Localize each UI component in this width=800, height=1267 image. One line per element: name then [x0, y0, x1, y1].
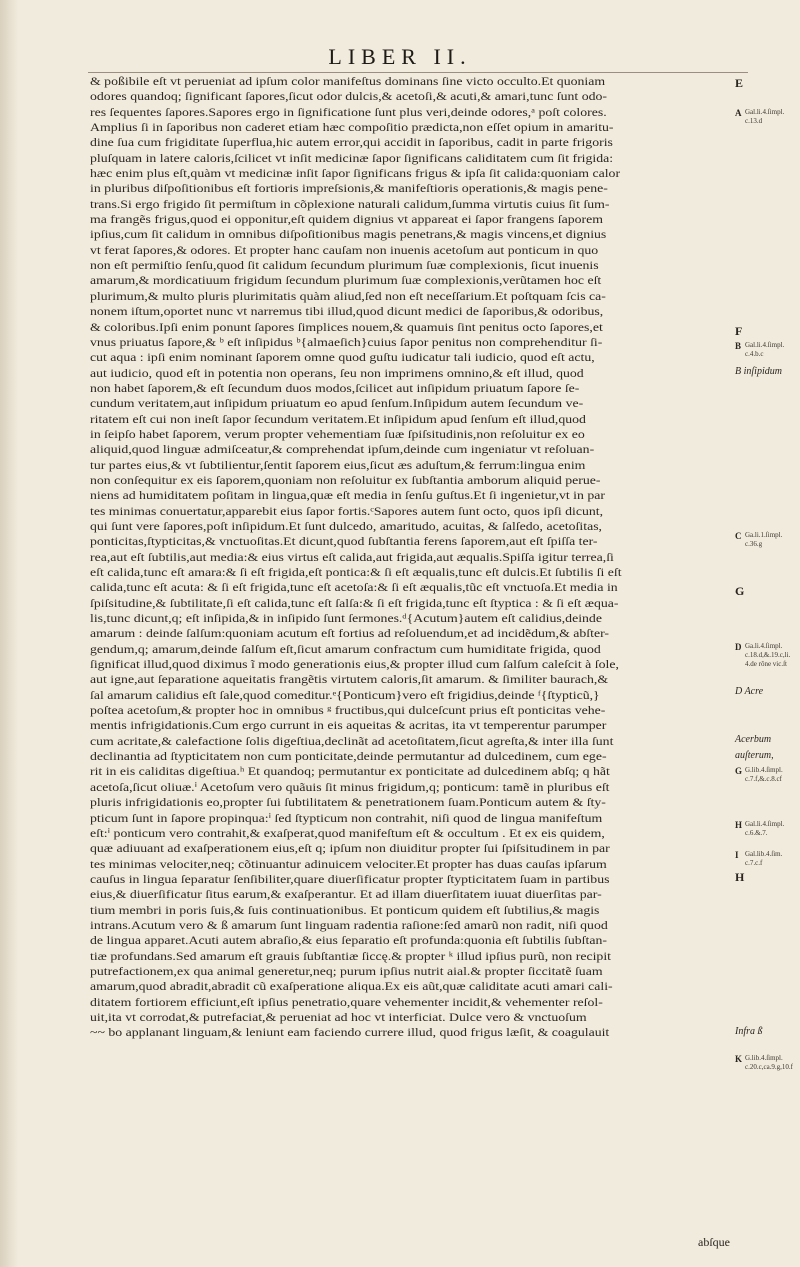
text-line: declinantia ad ſtypticitatem non cum ponticitate,deinde permutantur ad dulcedinem, cum ege- — [90, 749, 607, 764]
margin-note: Gal.li.4.ſimpl. c.4.b.c — [745, 341, 785, 358]
catchword: abſque — [698, 1235, 730, 1249]
text-line: aut igne,aut ſeparatione aqueitatis frangẽtis virtutem caloris,ſit amarum. & ſimiliter baurach,& — [90, 672, 609, 687]
text-line: non habet ſaporem,& eſt ſecundum duos modos,ſcilicet aut inſipidum priuatum ſapore ſe- — [90, 380, 580, 395]
text-line: amarum,& mordicatiuum frigidum ſecundum plurimum ſuæ complexionis,verũtamen hoc eſt — [90, 273, 602, 288]
text-line: calida,tunc eſt acuta: & ſi eſt frigida,tunc eſt acetoſa:& ſi eſt æqualis,tũc eſt vnctuoſa.Et media in — [90, 580, 618, 595]
margin-note-label: G — [735, 766, 743, 776]
margin-gloss: Acerbum — [735, 734, 772, 745]
text-line: in ſeipſo habet ſaporem, verum propter vehementiam ſuæ ſpiſsitudinis,non reſoluitur ex eo — [90, 426, 585, 441]
text-line: rit in eis caliditas digeſtiua.ʰ Et quandoq; permutantur ex ponticitate ad dulcedinem abſq; q hãt — [90, 764, 610, 779]
text-line: trans.Si ergo frigido ſit permiſtum in cõplexione naturali calidum,ſumma virtutis cuius ſit ſum- — [90, 196, 610, 211]
text-line: nonem iſtum,oportet nunc vt narremus tibi illud,quod dicunt medici de ſaporibus,& odoribus, — [90, 304, 604, 319]
margin-note: Gal.li.4.ſimpl. c.13.d — [745, 108, 785, 125]
text-line: tur partes eius,& vt ſubtilientur,ſentit ſaporem eius,ſicut æs aduſtum,& ferrum:lingua enim — [90, 457, 586, 472]
margin-note-label: C — [735, 531, 742, 541]
text-line: ritatem eſt cui non ineſt ſapor ſecundum veritatem.Et inſipidum apud ſenſum eſt illud,quod — [90, 411, 586, 426]
text-line: gendum,q; amarum,deinde ſalſum eſt,ſicut amarum confractum cum humiditate frigida, quod — [90, 641, 601, 656]
main-text-block — [90, 74, 732, 1041]
margin-gloss: Infra ß — [735, 1026, 763, 1037]
margin-gloss: B inſipidum — [735, 366, 782, 377]
text-line: eſt calida,tunc eſt amara:& ſi eſt frigida,eſt pontica:& ſi eſt æqualis,tunc eſt dulcis.Et ſubtilis ſi eſt — [90, 565, 622, 579]
margin-gloss: auſterum, — [735, 750, 774, 761]
text-line: amarum : deinde ſalſum:quoniam acutum eſt fortius ad reſoluendum,et ad incidẽdum,& abſter- — [90, 626, 609, 641]
margin-gloss: D Acre — [735, 686, 764, 697]
text-line: ipſius,cum ſit calidum in omnibus diſpoſitionibus magis penetrans,& magis vincens,et dignius — [90, 227, 607, 242]
text-line: eius,& diuerſificatur ſitus earum,& exaſperantur. Et ad illam diuerſitatem iuuat diuerſitas par- — [90, 887, 602, 902]
text-line: pluris infrigidationis eo,propter ſui ſubtilitatem & penetrationem ſuam.Ponticum autem & ſty- — [90, 795, 606, 810]
header-rule — [88, 72, 748, 73]
margin-note-label: B — [735, 341, 742, 351]
text-line: acetoſa,ſicut oliuæ.ⁱ Acetoſum vero quãuis ſit minus frigidum,q; ponticum: tamẽ in pluribus eſt — [90, 779, 610, 794]
margin-note: G.lib.4.ſimpl. c.7.f,&.c.8.cf — [745, 766, 783, 783]
text-line: ponticitas,ſtypticitas,& vnctuoſitas.Et dicunt,quod ſubſtantia ferens ſaporem,aut eſt ſpiſſa ter- — [90, 534, 598, 549]
margin-note-label: K — [735, 1054, 743, 1064]
text-line: aliquid,quod linguæ admiſceatur,& comprehendat ipſum,deinde cum ingeniatur vt reſoluan- — [90, 442, 595, 457]
text-line: & coloribus.Ipſi enim ponunt ſapores ſimplices nouem,& quamuis ſint penitus octo ſapores,et — [90, 319, 603, 334]
text-line: tium membri in poris ſuis,& ſuis continuationibus. Et ponticum quidem eſt ſubtilius,& magis — [90, 902, 600, 917]
text-line: tes minimas conuertatur,apparebit eius ſapor fortis.ᶜSapores autem ſunt octo, quos ipſi dicunt, — [90, 503, 604, 518]
margin-note-label: H — [735, 820, 743, 830]
text-line: hæc enim plus eſt,quàm vt medicinæ inſit ſapor ſignificans frigus & ipſa ſit calida:quoniam calor — [90, 166, 621, 181]
margin-note-label: A — [735, 108, 742, 118]
margin-section-letter: H — [735, 870, 745, 884]
text-line: quæ adiuuant ad exaſperationem eius,eſt q; ipſum non diuiditur propter ſui ſpiſsitudinem in par — [90, 841, 610, 856]
text-line: ditatem fortiorem efficiunt,eſt ipſius penetratio,quare vehementer incidit,& vehementer reſol- — [90, 994, 603, 1009]
text-line: ma frangẽs frigus,quod ei opponitur,eſt quidem dignius vt appareat ei ſapor frangens ſaporem — [90, 212, 603, 227]
text-line: cundum veritatem,aut inſipidum priuatum eo apud ſenſum.Inſipidum autem ſecundum ve- — [90, 396, 584, 411]
text-line: mentis infrigidationis.Cum ergo currunt in eis aqueitas & acritas, ita vt temperentur parumper — [90, 718, 607, 733]
margin-note: Gal.lib.4.ſim. c.7.c.f — [745, 850, 783, 867]
margin-note: Gal.li.4.ſimpl. c.6.&.7. — [745, 820, 785, 837]
text-line: non conſequitur ex eis ſaporem,quoniam non reſoluitur ex ſubſtantia amborum aliquid perue- — [90, 472, 601, 487]
right-margin-notes — [735, 74, 799, 1254]
text-line: amarum,quod abradit,abradit cũ exaſperatione aliqua.Ex eis aũt,quæ caliditate acuti amari cali- — [90, 979, 613, 994]
text-line: qui ſunt vere ſapores,poſt inſipidum.Et ſunt dulcedo, amaritudo, acuitas, & ſalſedo, acetoſitas, — [90, 518, 603, 533]
text-line: aut iudicio, quod eſt in potentia non operans, ſeu non imprimens omnino,& eſt illud, quod — [90, 365, 584, 380]
text-line: res ſequentes ſapores.Sapores ergo in ſignificatione ſunt plus veri,deinde odores,ᵃ poſt colores. — [90, 104, 607, 119]
running-header: LIBER II. — [328, 44, 472, 69]
text-line: intrans.Acutum vero & ß amarum ſunt linguam radentia raſione:ſed amarũ non radit, niſi quod — [90, 917, 608, 932]
page-gutter-shadow — [0, 0, 18, 1267]
margin-note-label: D — [735, 642, 742, 652]
text-line: rea,aut eſt ſubtilis,aut media:& eius virtus eſt calida,aut frigida,aut æqualis.Spiſſa igitur terrea,ſi — [90, 549, 614, 564]
margin-note: Ga.li.4.ſimpl. c.18.d,&.19.c,li. 4.de rône vic.ſt — [745, 642, 791, 668]
text-line: pluſquam in latere caloris,ſcilicet vt inſit medicinæ ſapor ſignificans caliditatem cum ſit frigida: — [90, 150, 614, 165]
margin-section-letter: F — [735, 324, 743, 338]
text-line: pticum ſunt in ſapore propinqua:ⁱ ſed ſtypticum non contrahit, niſi quod de lingua manifeſtum — [90, 810, 603, 825]
text-line: vt ferat ſapores,& odores. Et propter hanc cauſam non inuenis acetoſum aut ponticum in quo — [90, 242, 599, 257]
text-line: non eſt permiſtio ſenſu,quod ſit calidum ſecundum plurimum ſuæ complexionis, ſicut inuenis — [90, 258, 599, 273]
text-line: plurimum,& multo pluris plurimitatis quàm aliud,ſed non eſt neceſſarium.Et poſtquam ſcis ca- — [90, 288, 606, 303]
margin-note-label: I — [735, 850, 739, 860]
text-line: ſignificat illud,quod diximus ĩ modo generationis eius,& propter illud cum ſalſum caleſcit à ſole, — [90, 657, 619, 672]
margin-section-letter: E — [735, 76, 744, 90]
text-line: ſpiſsitudine,& ſubtilitate,ſi eſt calida,tunc eſt ſalſa:& ſi eſt frigida,tunc eſt ſtyptica : & ſi eſt æqua- — [90, 595, 619, 610]
text-line: cut aqua : ipſi enim nominant ſaporem omne quod guſtu iudicatur tali iudicio, quod eſt actu, — [90, 350, 595, 365]
text-line: in pluribus diſpoſitionibus eſt fortioris impreſsionis,& manifeſtioris operationis,& magis pene- — [90, 181, 608, 196]
text-line: tes minimas velociter,neq; cõtinuantur adinuicem velociter.Et propter has duas cauſas ipſarum — [90, 856, 607, 871]
text-line: ſal amarum calidius eſt ſale,quod comeditur.ᵉ{Ponticum}vero eſt frigidius,deinde ᶠ{ſtypticũ,} — [90, 687, 600, 702]
margin-note: G.lib.4.ſimpl. c.20.c,ca.9.g,10.f — [745, 1054, 794, 1071]
margin-section-letter: G — [735, 584, 745, 598]
text-line: cum acritate,& calefactione ſolis digeſtiua,declinãt ad acetoſitatem,ſicut agreſta,& inter illa ſunt — [90, 733, 614, 748]
text-line: ~~ bo applanant linguam,& leniunt eam faciendo currere illud, quod frigus læſit, & coagulauit — [90, 1025, 610, 1040]
text-line: tiæ profundans.Sed amarum eſt grauis ſubſtantiæ ſiccę.& propter ᵏ illud ipſius purũ, non recipit — [90, 948, 612, 963]
text-line: putrefactionem,ex qua animal generetur,neq; purum ipſius nutrit aial.& propter ſiccitatẽ ſuam — [90, 963, 603, 978]
text-line: lis,tunc dicunt,q; eſt inſipida,& in inſipido ſunt ſermones.ᵈ{Acutum}autem eſt calidius,deinde — [90, 611, 602, 626]
text-line: odores quandoq; ſignificant ſapores,ſicut odor dulcis,& acetoſi,& acuti,& amari,tunc ſunt odo- — [90, 89, 607, 104]
text-line: poſtea acetoſum,& propter hoc in omnibus ᵍ fructibus,qui dulceſcunt prius eſt ponticitas vehe- — [90, 703, 606, 718]
text-line: & poßibile eſt vt perueniat ad ipſum color manifeſtus dominans ſine victo occulto.Et quoniam — [90, 74, 606, 88]
text-line: uit,ita vt corrodat,& putrefaciat,& perueniat ad hoc vt interficiat. Dulce vero & vnctuoſum — [90, 1009, 587, 1024]
text-line: niens ad humiditatem poſitam in lingua,quæ eſt media in ſenſu guſtus.Et ſi ingenietur,vt in par — [90, 488, 605, 503]
text-line: dine ſua cum frigiditate ſuperflua,hic autem error,qui accidit in ſaporibus, cadit in parte frigoris — [90, 135, 613, 150]
text-line: vnus priuatus ſapore,& ᵇ eſt inſipidus ᵇ{almaeſich}cuius ſapor penitus non comprehenditur ſi- — [90, 334, 603, 349]
margin-note: Ga.li.1.ſimpl. c.36.g — [745, 531, 783, 548]
text-line: de lingua apparet.Acuti autem abraſio,& eius ſeparatio eſt profunda:quonia eſt ſubtilis ſubſtan- — [90, 933, 607, 948]
text-line: Amplius ſi in ſaporibus non caderet etiam hæc compoſitio prædicta,non eſſet opium in amaritu- — [90, 120, 614, 135]
text-line: cauſus in lingua ſeparatur ſenſibiliter,quare diuerſificatur propter ſtypticitatem ſuam in partibus — [90, 871, 610, 886]
text-line: eſt:ⁱ ponticum vero contrahit,& exaſperat,quod manifeſtum eſt & occultum . Et ex eis quidem, — [90, 825, 605, 840]
